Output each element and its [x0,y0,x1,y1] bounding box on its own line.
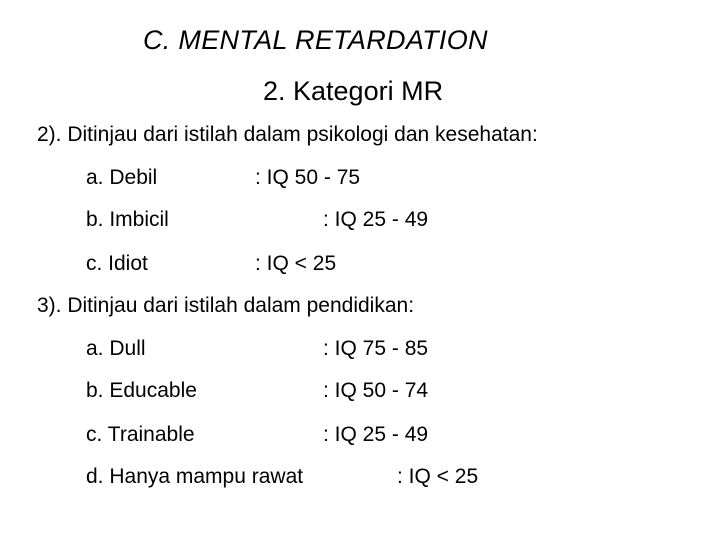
section-3-item-value: : IQ < 25 [397,465,479,488]
section-3-item-label: d. Hanya mampu rawat [86,465,304,488]
section-2-item-value: : IQ 25 - 49 [323,208,429,231]
section-3-item-value: : IQ 25 - 49 [323,423,429,446]
section-2-item-value: : IQ 50 - 75 [255,166,361,189]
section-3-item-label: b. Educable [86,379,197,402]
section-2-item-label: a. Debil [86,166,158,189]
section-3-heading: 3). Ditinjau dari istilah dalam pendidikan: [37,294,415,317]
section-3-item-label: a. Dull [86,337,146,360]
slide-subtitle: 2. Kategori MR [263,76,444,106]
section-3-item-label: c. Trainable [86,423,195,446]
section-2-item-label: b. Imbicil [86,208,169,231]
section-2-heading: 2). Ditinjau dari istilah dalam psikologi dan kesehatan: [37,123,538,146]
section-3-item-value: : IQ 75 - 85 [323,337,429,360]
section-2-item-value: : IQ < 25 [255,252,337,275]
slide-title: C. MENTAL RETARDATION [143,25,488,55]
section-2-item-label: c. Idiot [86,252,148,275]
section-3-item-value: : IQ 50 - 74 [323,379,429,402]
